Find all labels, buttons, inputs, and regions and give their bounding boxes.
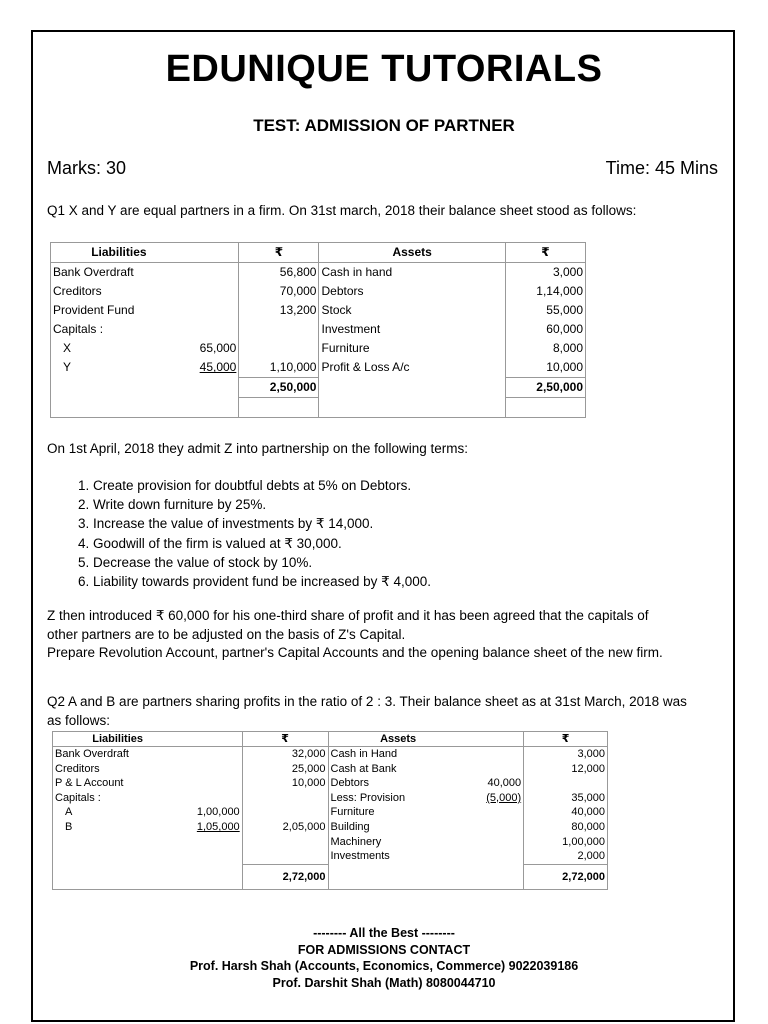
total-spacer: [468, 864, 524, 889]
liability-amount: 10,000: [242, 776, 328, 791]
total-spacer: [319, 378, 505, 398]
asset-label: Investment: [319, 320, 505, 339]
liability-label: X: [51, 339, 187, 358]
liability-label: Creditors: [53, 762, 183, 777]
liability-label: Creditors: [51, 282, 187, 301]
z-para-line-2: other partners are to be adjusted on the basis of Z's Capital.: [47, 626, 406, 642]
liabilities-header: Liabilities: [53, 732, 183, 747]
liability-amount: 32,000: [242, 747, 328, 762]
asset-amount: 60,000: [505, 320, 585, 339]
liability-amount: [242, 791, 328, 806]
partner-capital: 1,05,000: [196, 820, 240, 833]
total-spacer: [182, 864, 242, 889]
asset-sub-amount: 40,000: [487, 777, 522, 790]
total-spacer: [51, 378, 187, 398]
partner-capital: [187, 301, 239, 320]
terms-list: [47, 476, 431, 591]
total-spacer: [328, 864, 468, 889]
currency-header: ₹: [239, 243, 319, 263]
liability-amount: 13,200: [239, 301, 319, 320]
currency-header: ₹: [242, 732, 328, 747]
liability-amount: 1,10,000: [239, 358, 319, 378]
q2-intro-line-1: Q2 A and B are partners sharing profits in the ratio of 2 : 3. Their balance sheet as at 31st March, 2018 was: [47, 694, 687, 709]
asset-label: Furniture: [328, 805, 468, 820]
asset-amount: 40,000: [524, 805, 608, 820]
partner-capital: [182, 747, 242, 762]
asset-sub-amount: [468, 835, 524, 850]
total-row: [53, 864, 608, 889]
z-para-line-3: Prepare Revolution Account, partner's Capital Accounts and the opening balance sheet of the new firm.: [47, 645, 663, 660]
table-row: [51, 263, 586, 283]
liability-amount: [242, 849, 328, 864]
partner-capital: 45,000: [199, 360, 237, 375]
term-item: 1. Create provision for doubtful debts at 5% on Debtors.: [93, 476, 431, 495]
liability-label: [53, 849, 183, 864]
q1-intro: Q1 X and Y are equal partners in a firm. On 31st march, 2018 their balance sheet stood as follows:: [47, 203, 637, 218]
contact-prof-2: Prof. Darshit Shah (Math) 8080044710: [272, 975, 496, 990]
header-spacer: [468, 732, 524, 747]
partner-capital: [187, 282, 239, 301]
table-row: [51, 282, 586, 301]
q1-balance-sheet: [50, 242, 586, 418]
asset-amount: 55,000: [505, 301, 585, 320]
currency-header: ₹: [524, 732, 608, 747]
table-row: [53, 849, 608, 864]
asset-label: Less: Provision: [328, 791, 468, 806]
asset-label: Furniture: [319, 339, 505, 358]
asset-label: Investments: [328, 849, 468, 864]
blank-cell: [505, 398, 585, 418]
liability-label: P & L Account: [53, 776, 183, 791]
table-row: [53, 747, 608, 762]
table-row: [53, 835, 608, 850]
blank-row: [51, 398, 586, 418]
best-wishes: -------- All the Best --------: [313, 926, 455, 940]
table-row: [53, 791, 608, 806]
partner-capital: [187, 263, 239, 283]
partner-capital: [182, 835, 242, 850]
table-row: [51, 358, 586, 378]
total-spacer: [187, 378, 239, 398]
asset-sub-amount: [468, 805, 524, 820]
blank-cell: [239, 398, 319, 418]
asset-amount: 3,000: [524, 747, 608, 762]
contact-heading: FOR ADMISSIONS CONTACT: [297, 942, 471, 957]
table-row: [53, 776, 608, 791]
assets-total: 2,72,000: [524, 864, 608, 889]
marks-label: Marks: 30: [47, 158, 127, 178]
test-subtitle: TEST: ADMISSION OF PARTNER: [253, 116, 515, 135]
total-row: [51, 378, 586, 398]
asset-amount: 1,00,000: [524, 835, 608, 850]
blank-cell: [51, 398, 187, 418]
liability-label: [53, 835, 183, 850]
liabilities-header: Liabilities: [51, 243, 187, 263]
liabilities-total: 2,50,000: [239, 378, 319, 398]
asset-amount: [524, 776, 608, 791]
asset-sub-amount: [468, 762, 524, 777]
asset-label: Cash in hand: [319, 263, 505, 283]
asset-label: Stock: [319, 301, 505, 320]
term-item: 3. Increase the value of investments by ₹ 14,000.: [93, 514, 431, 533]
asset-label: Building: [328, 820, 468, 835]
term-item: 2. Write down furniture by 25%.: [93, 495, 431, 514]
blank-cell: [319, 398, 505, 418]
currency-header: ₹: [505, 243, 585, 263]
total-spacer: [53, 864, 183, 889]
partner-capital: 1,00,000: [196, 806, 240, 819]
asset-label: Debtors: [328, 776, 468, 791]
table-row: [51, 339, 586, 358]
asset-sub-amount: [468, 747, 524, 762]
q2-intro-line-2: as follows:: [47, 713, 111, 728]
asset-amount: 80,000: [524, 820, 608, 835]
asset-amount: 8,000: [505, 339, 585, 358]
liabilities-total: 2,72,000: [242, 864, 328, 889]
liability-amount: 56,800: [239, 263, 319, 283]
asset-label: Cash at Bank: [328, 762, 468, 777]
asset-amount: 2,000: [524, 849, 608, 864]
term-item: 6. Liability towards provident fund be increased by ₹ 4,000.: [93, 572, 431, 591]
blank-cell: [187, 398, 239, 418]
liability-amount: 25,000: [242, 762, 328, 777]
liability-label: B: [53, 820, 183, 835]
asset-label: Machinery: [328, 835, 468, 850]
asset-amount: 3,000: [505, 263, 585, 283]
liability-amount: [242, 805, 328, 820]
liability-label: Bank Overdraft: [53, 747, 183, 762]
table-row: [51, 320, 586, 339]
partner-capital: [182, 791, 242, 806]
term-item: 4. Goodwill of the firm is valued at ₹ 30,000.: [93, 534, 431, 553]
table-row: [53, 820, 608, 835]
liability-label: Provident Fund: [51, 301, 187, 320]
assets-header: Assets: [328, 732, 468, 747]
assets-total: 2,50,000: [505, 378, 585, 398]
partner-capital: [182, 849, 242, 864]
footer: [0, 925, 768, 991]
asset-sub-amount: (5,000): [486, 791, 522, 804]
partner-capital: [187, 320, 239, 339]
q2-balance-sheet: [52, 731, 608, 890]
assets-header: Assets: [319, 243, 505, 263]
liability-amount: [242, 835, 328, 850]
asset-label: Debtors: [319, 282, 505, 301]
liability-label: Bank Overdraft: [51, 263, 187, 283]
z-para-line-1: Z then introduced ₹ 60,000 for his one-third share of profit and it has been agreed that the capitals of: [47, 608, 649, 623]
liability-label: Capitals :: [53, 791, 183, 806]
partner-capital: [182, 762, 242, 777]
q2-intro: [47, 692, 727, 730]
asset-sub-amount: [468, 820, 524, 835]
liability-label: Y: [51, 358, 187, 378]
header-spacer: [187, 243, 239, 263]
page-title: EDUNIQUE TUTORIALS: [165, 48, 603, 90]
liability-amount: 2,05,000: [242, 820, 328, 835]
table-header-row: [51, 243, 586, 263]
contact-prof-1: Prof. Harsh Shah (Accounts, Economics, Commerce) 9022039186: [189, 959, 579, 973]
table-header-row: [53, 732, 608, 747]
header-spacer: [182, 732, 242, 747]
term-item: 5. Decrease the value of stock by 10%.: [93, 553, 431, 572]
time-label: Time: 45 Mins: [605, 158, 718, 178]
liability-amount: [239, 339, 319, 358]
asset-amount: 10,000: [505, 358, 585, 378]
table-row: [51, 301, 586, 320]
table-row: [53, 762, 608, 777]
partner-capital: 65,000: [199, 341, 237, 355]
asset-label: Cash in Hand: [328, 747, 468, 762]
asset-amount: 12,000: [524, 762, 608, 777]
liability-amount: [239, 320, 319, 339]
admission-para: On 1st April, 2018 they admit Z into partnership on the following terms:: [47, 441, 468, 456]
liability-label: Capitals :: [51, 320, 187, 339]
partner-capital: [182, 776, 242, 791]
asset-sub-amount: [468, 849, 524, 864]
asset-amount: 1,14,000: [505, 282, 585, 301]
z-paragraph: [47, 607, 727, 663]
asset-amount: 35,000: [524, 791, 608, 806]
asset-label: Profit & Loss A/c: [319, 358, 505, 378]
liability-label: A: [53, 805, 183, 820]
liability-amount: 70,000: [239, 282, 319, 301]
table-row: [53, 805, 608, 820]
